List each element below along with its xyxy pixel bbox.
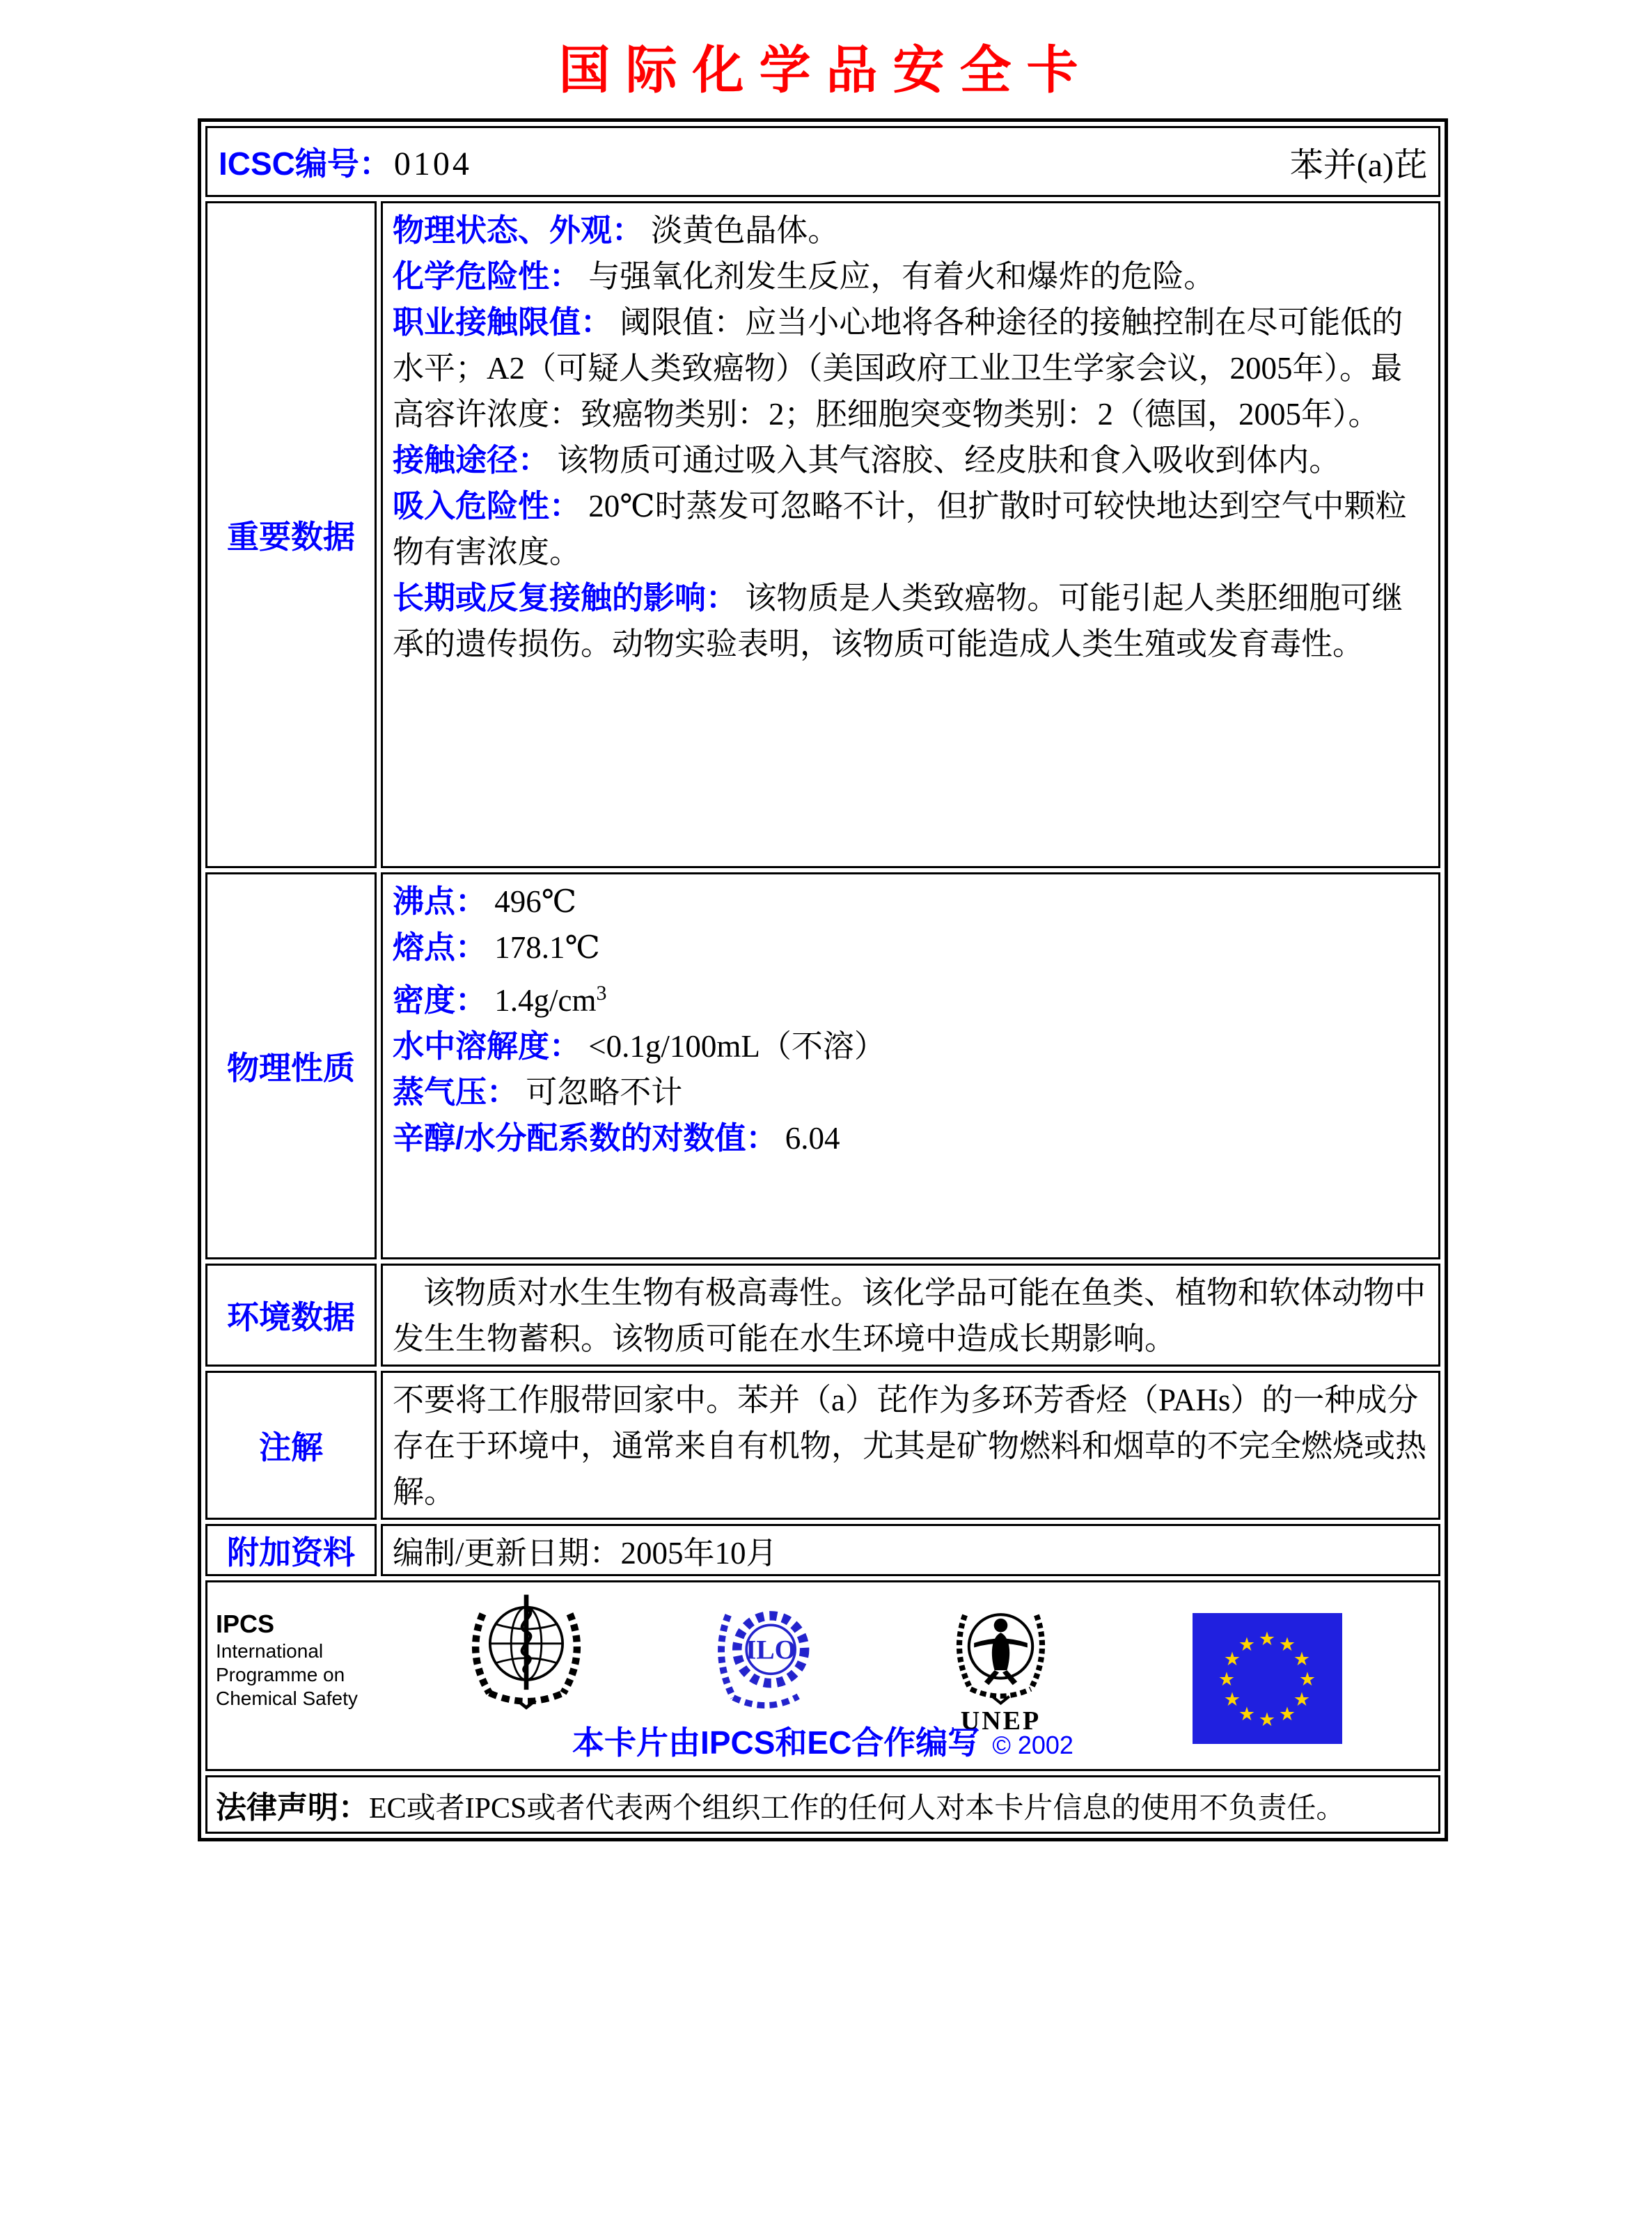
header-row [205,126,1440,197]
item-label: 化学危险性： [393,258,581,294]
item-text: 该物质可通过吸入其气溶胶、经皮肤和食入吸收到体内。 [557,443,1341,478]
chemical-name: 苯并(a)芘 [1289,146,1427,184]
legal-label: 法律声明： [216,1791,369,1825]
item-label: 长期或反复接触的影响： [393,580,738,615]
property-label: 蒸气压： [393,1074,519,1110]
legal-text: EC或者IPCS或者代表两个组织工作的任何人对本卡片信息的使用不负责任。 [369,1793,1346,1825]
important-data-row [205,201,1440,868]
property-line [393,879,1429,925]
property-label: 辛醇/水分配系数的对数值： [393,1120,778,1156]
property-value: 496℃ [494,884,577,919]
svg-text:★: ★ [1293,1649,1311,1670]
ipcs-line: Programme on [216,1664,345,1685]
important-data-content [381,201,1440,868]
property-value: <0.1g/100mL（不溶） [588,1029,886,1064]
notes-row [205,1371,1440,1520]
unep-wordmark: UNEP [960,1706,1041,1736]
important-item [393,483,1429,575]
cooperation-caption [207,1717,1438,1763]
property-value: 可忽略不计 [526,1075,683,1110]
notes-content [381,1371,1440,1520]
property-label: 密度： [393,982,487,1018]
item-label: 接触途径： [393,442,550,478]
logos-row [205,1580,1440,1771]
additional-info-content: 编制/更新日期：2005年10月 [381,1524,1440,1576]
item-label: 职业接触限值： [393,304,613,340]
svg-text:★: ★ [1293,1689,1311,1711]
property-label: 水中溶解度： [393,1028,581,1064]
property-superscript: 3 [596,982,607,1005]
item-text: 阈限值：应当小心地将各种途径的接触控制在尽可能低的水平；A2（可疑人类致癌物）（美国政府工业卫生学家会议，2005年）。最高容许浓度：致癌物类别：2；胚细胞突变物类别：2（德国，2005年）。 [393,305,1403,432]
important-item [393,437,1429,483]
svg-text:★: ★ [1223,1689,1241,1711]
item-text: 与强氧化剂发生反应，有着火和爆炸的危险。 [588,259,1216,294]
svg-text:ILO: ILO [745,1634,796,1665]
icsc-card-table [198,118,1448,1841]
property-line [393,925,1429,970]
property-line [393,1023,1429,1069]
item-text: 淡黄色晶体。 [651,213,840,248]
property-label: 沸点： [393,883,487,919]
svg-text:★: ★ [1298,1669,1316,1690]
physical-properties-row [205,872,1440,1259]
legal-cell [205,1775,1440,1834]
ilo-logo-icon [703,1596,828,1718]
page-title: 国际化学品安全卡 [558,41,1094,99]
additional-info-row [205,1524,1440,1576]
property-line [393,1069,1429,1115]
svg-text:★: ★ [1218,1669,1236,1690]
ipcs-line: International [216,1640,324,1662]
icsc-number-value: 0104 [393,146,472,182]
svg-text:★: ★ [1258,1709,1276,1731]
header-cell [205,126,1440,197]
ipcs-text-block [216,1609,358,1711]
svg-text:★: ★ [1238,1704,1256,1725]
section-label-notes: 注解 [205,1371,377,1520]
copyright-text: © 2002 [992,1731,1073,1759]
property-value: 1.4g/cm [494,983,597,1018]
important-item [393,253,1429,299]
svg-text:★: ★ [1258,1628,1276,1650]
notes-text: 不要将工作服带回家中。苯并（a）芘作为多环芳香烃（PAHs）的一种成分存在于环境中，通常来自有机物，尤其是矿物燃料和烟草的不完全燃烧或热解。 [393,1383,1427,1509]
environmental-data-content [381,1264,1440,1367]
section-label-extra: 附加资料 [205,1524,377,1576]
item-text: 该物质是人类致癌物。可能引起人类胚细胞可继承的遗传损伤。动物实验表明，该物质可能造成人类生殖或发育毒性。 [393,581,1403,661]
ipcs-line: Chemical Safety [216,1688,358,1709]
environmental-data-row [205,1264,1440,1367]
item-label: 物理状态、外观： [393,212,644,248]
property-line [393,970,1429,1023]
unep-logo-block [947,1595,1055,1736]
cooperation-caption-text: 本卡片由IPCS和EC合作编写 [572,1724,980,1761]
unep-logo-icon [947,1595,1055,1706]
physical-properties-content [381,872,1440,1259]
section-label-environment: 环境数据 [205,1264,377,1367]
important-item [393,207,1429,253]
svg-text:★: ★ [1238,1634,1256,1656]
property-line [393,1115,1429,1161]
svg-text:★: ★ [1223,1649,1241,1670]
icsc-number-label: ICSC编号： [219,146,391,182]
svg-text:★: ★ [1278,1704,1296,1725]
item-label: 吸入危险性： [393,488,581,524]
important-item [393,575,1429,667]
icsc-number-group [219,139,472,184]
ipcs-title: IPCS [216,1610,275,1638]
environment-text: 该物质对水生生物有极高毒性。该化学品可能在鱼类、植物和软体动物中发生生物蓄积。该物质可能在水生环境中造成长期影响。 [393,1275,1426,1356]
section-label-important: 重要数据 [205,201,377,868]
section-label-physical: 物理性质 [205,872,377,1259]
property-value: 6.04 [785,1121,840,1156]
item-text: 20℃时蒸发可忽略不计，但扩散时可较快地达到空气中颗粒物有害浓度。 [393,489,1407,569]
legal-row [205,1775,1440,1834]
property-label: 熔点： [393,929,487,965]
who-logo-icon [460,1591,592,1716]
property-value: 178.1℃ [494,930,600,965]
logos-cell [205,1580,1440,1771]
svg-text:★: ★ [1278,1634,1296,1656]
important-item [393,299,1429,437]
